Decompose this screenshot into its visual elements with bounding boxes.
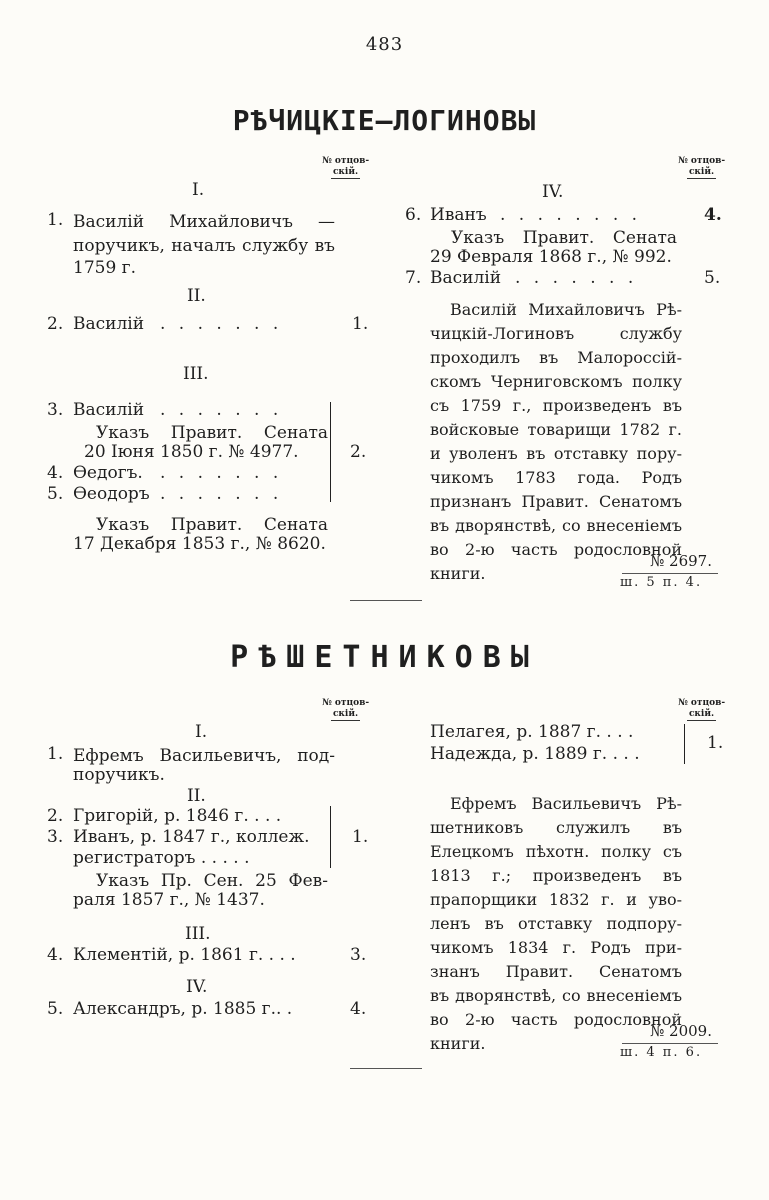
bracket [680,724,685,764]
entry-name: Василій [73,314,145,334]
father-number: 1. [352,827,369,847]
archive-reference: ш. 5 п. 4. [620,575,703,590]
generation-heading: I. [192,180,205,200]
bracket [326,402,331,502]
entry-number: 4. [47,463,64,483]
entry-text: поручикъ. [73,765,165,785]
entry-name: Иванъ [430,205,487,225]
decree-text: 29 Февраля 1868 г., № 992. [430,247,672,267]
bracket [326,806,331,868]
father-number: 1. [707,733,724,753]
col-header-right: № отцов- скій. [678,156,726,177]
divider [622,573,718,574]
archive-reference: ш. 4 п. 6. [620,1045,703,1060]
generation-heading: IV. [542,182,564,202]
decree-text: Указъ Правит. Сената [96,423,328,443]
entry-number: 6. [405,205,422,225]
entry-number: 2. [47,806,64,826]
entry-number: 5. [47,999,64,1019]
leader-dots: . . . . . . . [515,268,638,288]
entry-number: 1. [47,210,64,230]
entry-number: 1. [47,744,64,764]
document-number: № 2697. [650,552,712,570]
entry-text: регистраторъ . . . . . [73,848,250,868]
entry-number: 2. [47,314,64,334]
generation-heading: III. [185,924,211,944]
section-title-rechitskie: РѢЧИЦКІЕ—ЛОГИНОВЫ [232,104,537,137]
entry-name: Василій [430,268,502,288]
entry-text: 1759 г. [73,258,136,278]
entry-name: Өеодоръ [73,484,150,504]
divider [622,1043,718,1044]
leader-dots: . . . . . . . [160,484,283,504]
father-number: 4. [350,999,367,1019]
entry-text: Ефремъ Васильевичъ, под- [73,746,335,766]
decree-text: раля 1857 г., № 1437. [73,890,265,910]
leader-dots: . . . . . . . [160,463,283,483]
entry-number: 5. [47,484,64,504]
father-number: 5. [704,268,721,288]
col-header-left: № отцов- скій. [322,156,370,177]
section-title-reshetnikovy: РѢШЕТНИКОВЫ [230,640,539,675]
generation-heading: I. [195,722,208,742]
col-header-left: № отцов- скій. [322,698,370,719]
entry-number: 3. [47,400,64,420]
leader-dots: . . . . . . . [160,400,283,420]
entry-text: поручикъ, началъ службу въ [73,236,335,256]
generation-heading: II. [187,786,206,806]
decree-text: 20 Іюня 1850 г. № 4977. [84,442,299,462]
father-number: 3. [350,945,367,965]
page-number: 483 [365,34,404,55]
entry-text: Александръ, р. 1885 г.. . [73,999,293,1019]
section-divider [350,600,422,601]
biography-paragraph: Ефремъ Васильевичъ Рѣ- шетниковъ служилъ въ Елецкомъ пѣхотн. полку съ 1813 г.; произведенъ въ прапорщики 1832 г. и уво- ленъ въ отставку подпору- чикомъ 1834 г. Родъ при- знанъ Правит. Сенатомъ въ дворянствѣ, со внесеніемъ во 2-ю часть родословной книги. [430,794,682,1053]
generation-heading: II. [187,286,206,306]
decree-text: Указъ Пр. Сен. 25 Фев- [96,871,328,891]
section-divider [350,1068,422,1069]
generation-heading: III. [183,364,209,384]
entry-number: 7. [405,268,422,288]
generation-heading: IV. [186,977,208,997]
entry-name: Өедогъ. [73,463,143,483]
leader-dots: . . . . . . . [160,314,283,334]
entry-number: 3. [47,827,64,847]
father-number: 2. [350,442,367,462]
document-number: № 2009. [650,1022,712,1040]
father-number: 4. [704,205,722,225]
entry-number: 4. [47,945,64,965]
decree-text: 17 Декабря 1853 г., № 8620. [73,534,326,554]
entry-text: Григорій, р. 1846 г. . . . [73,806,282,826]
entry-name: Василій [73,400,145,420]
biography-paragraph: Василій Михайловичъ Рѣ- чицкій-Логиновъ службу проходилъ въ Малороссій- скомъ Черниговскомъ полку съ 1759 г., произведенъ въ войсковые товарищи 1782 г. и уволенъ въ отставку пору- чикомъ 1783 года. Родъ признанъ Правит. Сенатомъ въ дворянствѣ, со внесеніемъ во 2-ю часть родословной книги. [430,300,682,583]
entry-text: Василій Михайловичъ — [73,212,335,232]
entry-text: Надежда, р. 1889 г. . . . [430,744,640,764]
decree-text: Указъ Правит. Сената [96,515,328,535]
entry-text: Иванъ, р. 1847 г., коллеж. [73,827,310,847]
decree-text: Указъ Правит. Сената [451,228,677,248]
leader-dots: . . . . . . . . [500,205,642,225]
col-header-right: № отцов- скій. [678,698,726,719]
father-number: 1. [352,314,369,334]
entry-text: Клементій, р. 1861 г. . . . [73,945,296,965]
entry-text: Пелагея, р. 1887 г. . . . [430,722,634,742]
